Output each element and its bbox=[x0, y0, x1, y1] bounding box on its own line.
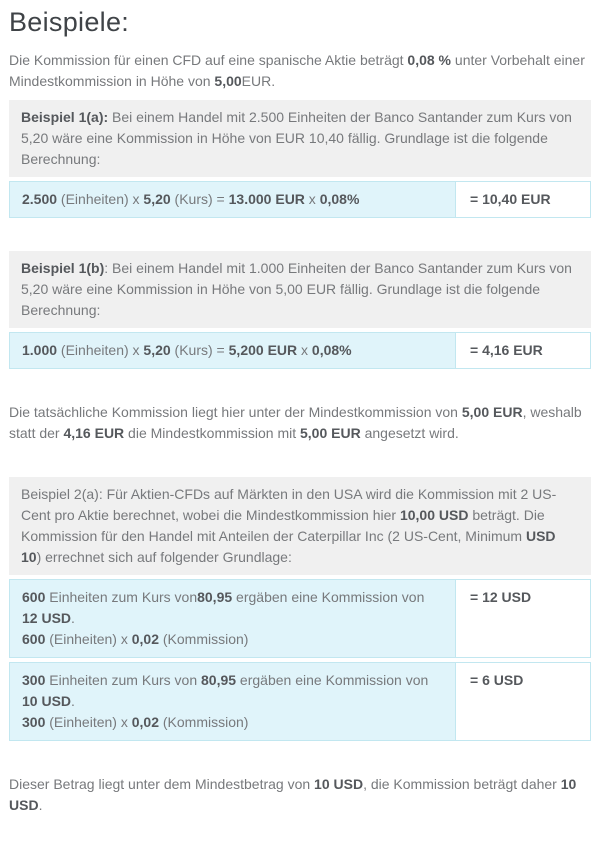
page-title: Beispiele: bbox=[9, 7, 130, 37]
formula-cell-1b: 1.000 (Einheiten) x 5,20 (Kurs) = 5,200 EUR x 0,08% bbox=[10, 333, 456, 368]
minimum-commission-eur-note: Die tatsächliche Kommission liegt hier unter der Mindestkommission von 5,00 EUR, weshalb statt der 4,16 EUR die Mindestkommission mit 5,00 EUR angesetzt wird. bbox=[9, 404, 582, 441]
calc-row-1b bbox=[9, 332, 591, 369]
formula-cell-2a-300: 300 Einheiten zum Kurs von 80,95 ergäben eine Kommission von 10 USD. 300 (Einheiten) x 0,02 (Kommission) bbox=[10, 663, 456, 740]
intro-paragraph: Die Kommission für einen CFD auf eine spanische Aktie beträgt 0,08 % unter Vorbehalt einer Mindestkommission in Höhe von 5,00EUR. bbox=[9, 52, 585, 89]
result-cell-2a-600: = 12 USD bbox=[456, 580, 590, 657]
result-cell-1b: = 4,16 EUR bbox=[456, 333, 590, 368]
example-1a-description: Beispiel 1(a): Bei einem Handel mit 2.500 Einheiten der Banco Santander zum Kurs von 5,20 wäre eine Kommission in Höhe von EUR 10,40 fällig. Grundlage ist die folgende Berechnung: bbox=[9, 100, 591, 177]
example-1b-table bbox=[9, 332, 591, 369]
calc-row-1a bbox=[9, 181, 591, 218]
result-cell-2a-300: = 6 USD bbox=[456, 663, 590, 740]
example-2a-table bbox=[9, 579, 591, 741]
example-1b-section bbox=[9, 251, 591, 369]
example-2a-description: Beispiel 2(a): Für Aktien-CFDs auf Märkten in den USA wird die Kommission mit 2 US-Cent pro Aktie berechnet, wobei die Mindestkommission hier 10,00 USD beträgt. Die Kommission für den Handel mit Anteilen der Caterpillar Inc (2 US-Cent, Minimum USD 10) errechnet sich auf folgender Grundlage: bbox=[9, 477, 591, 575]
calc-row-2a-600 bbox=[9, 579, 591, 658]
result-cell-1a: = 10,40 EUR bbox=[456, 182, 590, 217]
example-1a-section bbox=[9, 100, 591, 218]
formula-cell-2a-600: 600 Einheiten zum Kurs von80,95 ergäben eine Kommission von 12 USD. 600 (Einheiten) x 0,02 (Kommission) bbox=[10, 580, 456, 657]
minimum-commission-usd-note: Dieser Betrag liegt unter dem Mindestbetrag von 10 USD, die Kommission beträgt daher 10 USD. bbox=[9, 776, 577, 813]
example-1b-description: Beispiel 1(b): Bei einem Handel mit 1.000 Einheiten der Banco Santander zum Kurs von 5,20 wäre eine Kommission in Höhe von 5,00 EUR fällig. Grundlage ist die folgende Berechnung: bbox=[9, 251, 591, 328]
example-1a-table bbox=[9, 181, 591, 218]
calc-row-2a-300 bbox=[9, 662, 591, 741]
example-2a-section bbox=[9, 477, 591, 741]
formula-cell-1a: 2.500 (Einheiten) x 5,20 (Kurs) = 13.000 EUR x 0,08% bbox=[10, 182, 456, 217]
